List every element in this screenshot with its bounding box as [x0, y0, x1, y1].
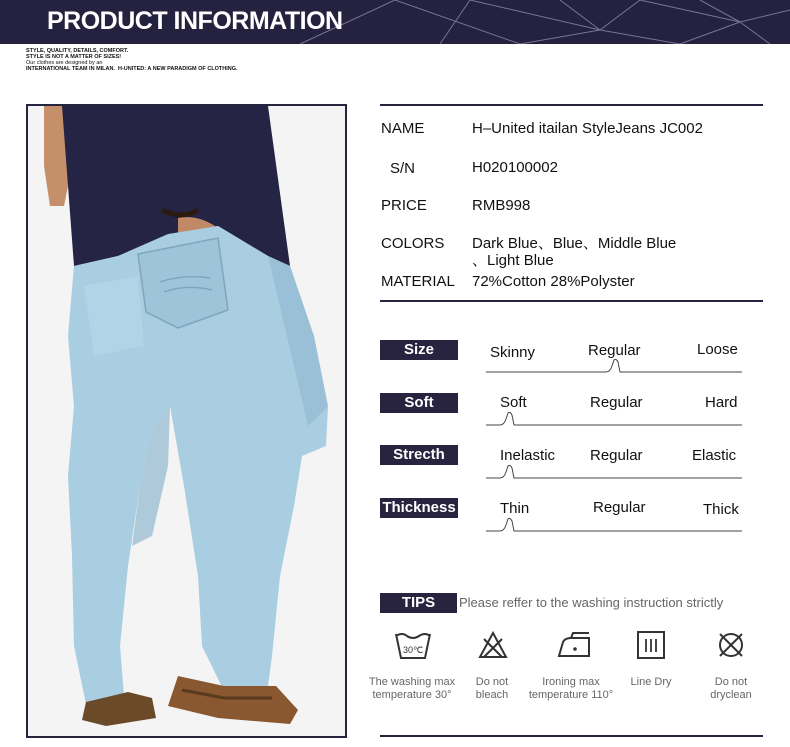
- no-dryclean-icon: [716, 630, 746, 660]
- line-dry-icon: [636, 630, 666, 660]
- header-banner: [0, 0, 790, 44]
- stretch-scale-marker: [486, 465, 742, 478]
- info-bottom-rule: [380, 300, 763, 302]
- thickness-tag: Thickness: [380, 498, 458, 518]
- name-label: NAME: [381, 120, 425, 137]
- page-title: PRODUCT INFORMATION: [47, 7, 343, 35]
- tips-text: Please reffer to the washing instruction strictly: [459, 595, 724, 610]
- stretch-option-regular: Regular: [590, 447, 643, 464]
- size-option-loose: Loose: [697, 341, 738, 358]
- size-option-skinny: Skinny: [490, 344, 536, 361]
- tagline-line-1: STYLE, QUALITY, DETAILS, COMFORT.: [26, 48, 129, 54]
- care-label-dryclean: [681, 676, 781, 702]
- tagline-line-5: H-UNITED: A NEW PARADIGM OF CLOTHING.: [118, 66, 238, 72]
- size-scale-marker: [486, 359, 742, 372]
- care-label-wash-line-1: The washing max: [368, 676, 456, 688]
- sn-value: H020100002: [472, 159, 558, 176]
- material-value: 72%Cotton 28%Polyster: [472, 273, 635, 290]
- stretch-scale: [486, 462, 746, 480]
- care-label-dryclean-line-1: Do not: [714, 676, 748, 688]
- size-tag: Size: [380, 340, 458, 360]
- tagline-line-2: STYLE IS NOT A MATTER OF SIZES!: [26, 54, 122, 60]
- info-top-rule: [380, 104, 763, 106]
- care-label-line-dry-line-1: Line Dry: [630, 676, 672, 688]
- tagline-line-3: Our clothes are designed by an: [26, 60, 103, 66]
- soft-tag: Soft: [380, 393, 458, 413]
- footer-rule: [380, 735, 763, 737]
- jeans-model-illustration: [28, 106, 345, 736]
- stretch-option-elastic: Elastic: [692, 447, 737, 464]
- tagline-line-4: INTERNATIONAL TEAM IN MILAN.: [26, 66, 116, 72]
- thickness-scale: [486, 515, 746, 533]
- care-label-iron-line-1: Ironing max: [542, 676, 600, 688]
- sn-label: S/N: [390, 160, 416, 177]
- colors-label: COLORS: [381, 235, 445, 252]
- thickness-scale-marker: [486, 518, 742, 531]
- size-option-regular: Regular: [588, 342, 641, 359]
- price-value: RMB998: [472, 197, 531, 214]
- thickness-option-thin: Thin: [500, 500, 530, 517]
- stretch-option-inelastic: Inelastic: [500, 447, 556, 464]
- soft-option-soft: Soft: [500, 394, 527, 411]
- soft-scale: [486, 409, 746, 427]
- thickness-option-thick: Thick: [703, 501, 739, 518]
- no-bleach-icon: [478, 630, 508, 660]
- colors-value-line-1: Dark Blue、Blue、Middle Blue: [472, 235, 677, 252]
- care-label-dryclean-line-2: dryclean: [710, 689, 752, 701]
- care-label-bleach-line-1: Do not: [475, 676, 509, 688]
- soft-scale-marker: [486, 412, 742, 425]
- care-label-iron-line-2: temperature 110°: [528, 689, 614, 701]
- wash-30-icon: [394, 630, 432, 662]
- care-label-bleach-line-2: bleach: [475, 689, 509, 701]
- price-label: PRICE: [381, 197, 427, 214]
- iron-icon: [555, 630, 593, 660]
- soft-option-regular: Regular: [590, 394, 643, 411]
- thickness-option-regular: Regular: [593, 499, 646, 516]
- material-label: MATERIAL: [381, 273, 455, 290]
- stretch-tag: Strecth: [380, 445, 458, 465]
- soft-option-hard: Hard: [705, 394, 738, 411]
- wash-temp-text: 30℃: [402, 645, 424, 655]
- name-value: H–United itailan StyleJeans JC002: [472, 120, 703, 137]
- size-scale: [486, 356, 746, 374]
- product-photo: [26, 104, 347, 738]
- tips-tag: TIPS: [380, 593, 457, 613]
- care-label-wash-line-2: temperature 30°: [372, 689, 452, 701]
- colors-value-line-2: 、Light Blue: [472, 252, 554, 269]
